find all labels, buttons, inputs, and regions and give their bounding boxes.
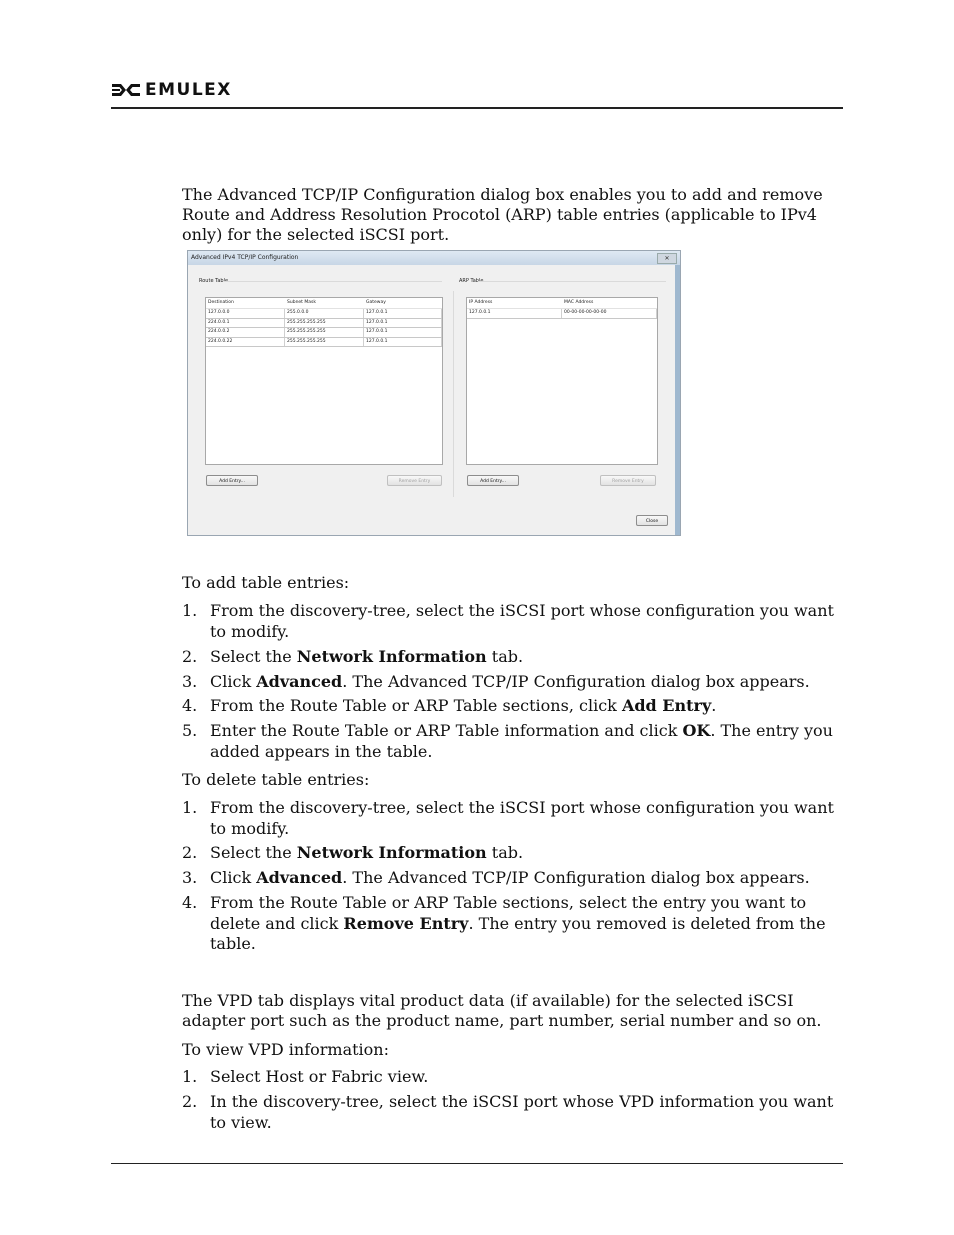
arp-table-list[interactable] <box>466 297 658 465</box>
step-emphasis: Advanced <box>256 868 343 887</box>
step-text-part: . The entry you added appears in the table. <box>210 721 833 761</box>
table-cell: 00-00-00-00-00-00 <box>562 309 657 318</box>
route-table-label: Route Table <box>199 278 229 284</box>
dialog-close-icon[interactable]: ✕ <box>657 253 677 264</box>
route-add-entry-button[interactable]: Add Entry... <box>206 475 258 486</box>
dialog-window-edge <box>675 265 680 536</box>
step-text-part: From the discovery-tree, select the iSCSI port whose configuration you want to modify. <box>210 601 834 641</box>
step-number: 2. <box>182 1092 198 1111</box>
step-emphasis: Advanced <box>256 672 343 691</box>
step-emphasis: OK <box>682 721 711 740</box>
table-cell: 255.0.0.0 <box>285 309 364 318</box>
step-text <box>210 868 842 889</box>
emulex-logo-mark-icon <box>111 81 141 99</box>
step-number: 5. <box>182 721 198 740</box>
step-number: 1. <box>182 1067 198 1086</box>
table-row[interactable] <box>206 309 442 319</box>
list-item <box>182 647 842 668</box>
footer-rule <box>111 1163 843 1164</box>
vpd-intro: To view VPD information: <box>182 1040 389 1059</box>
route-table-list[interactable] <box>205 297 443 465</box>
arp-table-label: ARP Table <box>459 278 484 284</box>
step-text-part: tab. <box>486 647 524 666</box>
step-text-part: tab. <box>486 843 524 862</box>
table-cell: 255.255.255.255 <box>285 328 364 337</box>
step-number: 4. <box>182 696 198 715</box>
list-item <box>182 868 842 889</box>
table-row[interactable] <box>467 309 657 319</box>
table-cell: 127.0.0.1 <box>364 328 442 337</box>
list-item <box>182 843 842 864</box>
advanced-tcpip-dialog-screenshot <box>187 250 681 536</box>
step-text <box>210 721 842 762</box>
step-text-part: . The Advanced TCP/IP Configuration dialog box appears. <box>342 672 810 691</box>
emulex-logo <box>111 80 232 100</box>
table-cell: 224.0.0.1 <box>206 319 285 328</box>
list-item <box>182 601 842 642</box>
step-text <box>210 672 842 693</box>
list-item <box>182 893 842 955</box>
step-text <box>210 647 842 668</box>
section-divider <box>453 291 454 497</box>
column-header[interactable]: Subnet Mask <box>287 300 316 305</box>
list-header <box>467 298 657 309</box>
column-header[interactable]: Destination <box>208 300 234 305</box>
table-cell: 127.0.0.1 <box>364 319 442 328</box>
dialog-close-button[interactable]: Close <box>636 515 668 526</box>
arp-remove-entry-button[interactable]: Remove Entry <box>600 475 656 486</box>
step-text <box>210 601 842 642</box>
step-emphasis: Remove Entry <box>343 913 469 933</box>
step-text-part: Select the <box>210 647 297 666</box>
delete-entries-intro: To delete table entries: <box>182 770 370 789</box>
table-cell: 127.0.0.1 <box>364 309 442 318</box>
table-row[interactable] <box>206 319 442 329</box>
step-number: 2. <box>182 843 198 862</box>
step-text-part: Enter the Route Table or ARP Table information and click <box>210 721 683 740</box>
column-header[interactable]: MAC Address <box>564 300 594 305</box>
step-emphasis: Network Information <box>296 843 487 862</box>
emulex-logo-text: EMULEX <box>145 80 232 100</box>
table-cell: 224.0.0.22 <box>206 338 285 347</box>
step-text-part: In the discovery-tree, select the iSCSI port whose VPD information you want to view. <box>210 1092 834 1132</box>
header-rule <box>111 107 843 109</box>
step-number: 3. <box>182 672 198 691</box>
list-item <box>182 696 842 717</box>
list-item <box>182 1067 842 1088</box>
add-entries-intro: To add table entries: <box>182 573 350 592</box>
table-cell: 127.0.0.1 <box>364 338 442 347</box>
step-text-part: From the Route Table or ARP Table sections, click <box>210 696 622 715</box>
step-text <box>210 798 842 839</box>
step-text-part: From the Route Table or ARP Table sections, select the entry you want to delete and click <box>210 893 807 933</box>
list-header <box>206 298 442 309</box>
route-table-groupline <box>224 281 442 282</box>
step-number: 3. <box>182 868 198 887</box>
step-text <box>210 696 842 717</box>
step-text-part: Click <box>210 868 257 887</box>
route-remove-entry-button[interactable]: Remove Entry <box>387 475 442 486</box>
step-number: 2. <box>182 647 198 666</box>
column-header[interactable]: IP Address <box>469 300 493 305</box>
step-text-part: . <box>711 696 717 715</box>
vpd-paragraph: The VPD tab displays vital product data (if available) for the selected iSCSI adapter port such as the product name, part number, serial number and so on. <box>182 991 822 1030</box>
table-cell: 224.0.0.2 <box>206 328 285 337</box>
table-cell: 255.255.255.255 <box>285 319 364 328</box>
list-item <box>182 1092 842 1133</box>
column-header[interactable]: Gateway <box>366 300 386 305</box>
intro-paragraph: The Advanced TCP/IP Configuration dialog box enables you to add and remove Route and Address Resolution Procotol (ARP) table entries (applicable to IPv4 only) for the selected iSCSI port. <box>182 185 823 244</box>
table-row[interactable] <box>206 328 442 338</box>
step-number: 1. <box>182 798 198 817</box>
step-text-part: . The entry you removed is deleted from the table. <box>210 913 826 953</box>
dialog-title: Advanced IPv4 TCP/IP Configuration <box>191 254 299 261</box>
step-text <box>210 1067 842 1088</box>
dialog-title-bar <box>188 251 680 265</box>
step-text <box>210 1092 842 1133</box>
step-text <box>210 843 842 864</box>
table-cell: 127.0.0.0 <box>206 309 285 318</box>
table-row[interactable] <box>206 338 442 348</box>
step-emphasis: Network Information <box>296 647 487 666</box>
list-item <box>182 721 842 762</box>
table-cell: 255.255.255.255 <box>285 338 364 347</box>
step-text-part: Select the <box>210 843 297 862</box>
step-emphasis: Add Entry <box>621 696 712 715</box>
step-text-part: Select Host or Fabric view. <box>210 1067 429 1086</box>
step-text-part: . The Advanced TCP/IP Configuration dialog box appears. <box>342 868 810 887</box>
list-item <box>182 672 842 693</box>
arp-table-groupline <box>478 281 666 282</box>
arp-add-entry-button[interactable]: Add Entry... <box>467 475 519 486</box>
step-text-part: From the discovery-tree, select the iSCSI port whose configuration you want to modify. <box>210 798 834 838</box>
step-number: 1. <box>182 601 198 620</box>
step-text-part: Click <box>210 672 257 691</box>
step-text <box>210 893 842 955</box>
step-number: 4. <box>182 893 198 912</box>
table-cell: 127.0.0.1 <box>467 309 562 318</box>
list-item <box>182 798 842 839</box>
